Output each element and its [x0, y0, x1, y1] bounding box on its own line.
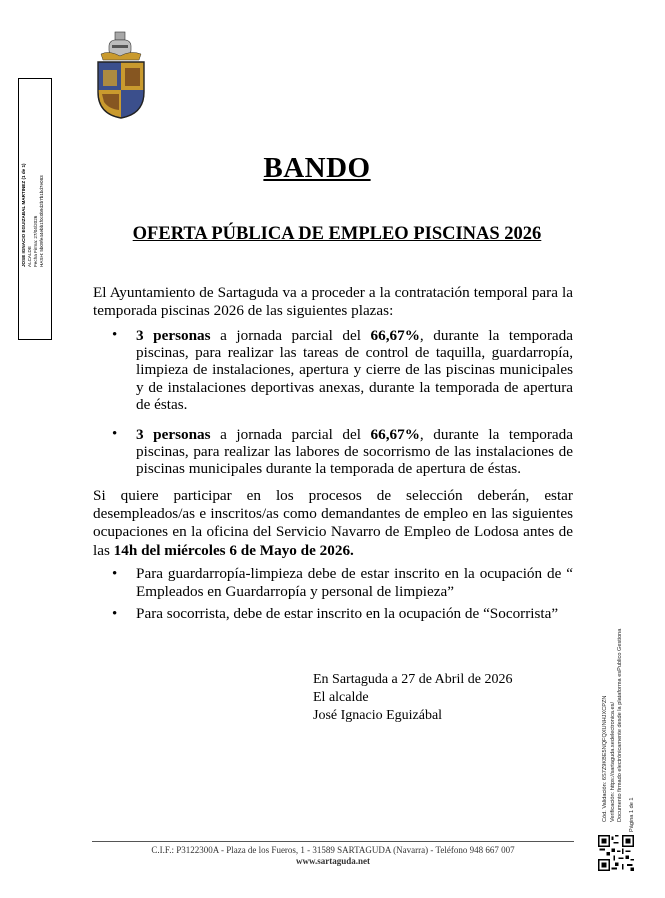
validation-url[interactable]: Verificación: https://sartaguda.sedelectronica.es/ [609, 701, 616, 822]
requirements-text: Si quiere participar en los procesos de selección deberán, estar desempleados/as e inscritos/as como demandantes de empleo en las siguientes ocupaciones en la oficina del Servicio Navarro de Empleo de Lodosa antes de las [93, 487, 573, 559]
requirements-paragraph [93, 487, 573, 560]
signer-name: JOSE IGNACIO EGUIZABAL MARTINEZ (1 de 1) [21, 163, 26, 267]
page-title: BANDO [263, 152, 371, 184]
occupation-text: Para guardarropía-limpieza debe de estar inscrito en la ocupación de “ Empleados en Guardarropía y personal de limpieza” [136, 565, 573, 600]
list-item [93, 426, 573, 478]
page-number: Página 1 de 1 [629, 797, 635, 832]
signer-title: El alcalde [313, 690, 369, 705]
position-description: , durante la temporada piscinas, para realizar las tareas de control de taquilla, guardarropía, limpieza de instalaciones, apertura y cierre de las piscinas municipales y de instalaciones deportivas anexas, durante la temporada de apertura de éstas. [136, 327, 573, 413]
shield-icon [98, 62, 144, 118]
closing-signature [313, 671, 512, 725]
signature-hash: HASH: 5b09fe44ebb1f0c0b9d2b7b1bd7e083 [39, 175, 44, 267]
positions-list-2 [93, 426, 573, 478]
validation-platform: Documento firmado electrónicamente desde la plataforma esPublico Gestiona [617, 628, 623, 822]
position-mid: a jornada parcial del [210, 426, 371, 443]
signature-date: Fecha Firma: 27/04/2026 [33, 215, 38, 267]
position-count: 3 personas [136, 327, 211, 344]
occupations-list [93, 565, 573, 627]
validation-code: Cód. Validación: 6S7Z9KBE5NQFQXUNHJXCPZN [602, 695, 608, 822]
position-count: 3 personas [136, 426, 211, 443]
bullet-icon: • [112, 327, 118, 343]
positions-list-1 [93, 327, 573, 413]
bullet-icon: • [112, 606, 118, 622]
page-subtitle: OFERTA PÚBLICA DE EMPLEO PISCINAS 2026 [132, 224, 542, 244]
bullet-icon: • [112, 566, 118, 582]
list-item [93, 605, 573, 623]
position-description: , durante la temporada piscinas, para realizar las labores de socorrismo de las instalaciones de piscinas municipales durante la temporada de apertura de éstas. [136, 426, 573, 478]
list-item [93, 565, 573, 601]
coat-of-arms-image [95, 30, 147, 120]
signature-box [18, 78, 52, 340]
signer-role: ALCALDE [27, 246, 32, 267]
qr-code-icon[interactable] [598, 835, 634, 871]
helmet-icon [101, 32, 141, 60]
footer-website[interactable]: www.sartaguda.net [295, 856, 370, 866]
deadline-text: 14h del miércoles 6 de Mayo de 2026. [113, 541, 354, 559]
footer-address: C.I.F.: P3122300A - Plaza de los Fueros, 1 - 31589 SARTAGUDA (Navarra) - Teléfono 948 667 007 [151, 845, 515, 855]
signer-full-name: José Ignacio Eguizábal [313, 708, 443, 723]
intro-paragraph: El Ayuntamiento de Sartaguda va a proceder a la contratación temporal para la temporada piscinas 2026 de las siguientes plazas: [93, 284, 573, 320]
footer-divider [92, 841, 574, 842]
position-mid: a jornada parcial del [210, 327, 371, 344]
bullet-icon: • [112, 426, 118, 442]
signature-text [21, 77, 53, 337]
position-percentage: 66,67% [370, 426, 420, 443]
footer [92, 845, 574, 867]
list-item [93, 327, 573, 413]
occupation-text: Para socorrista, debe de estar inscrito en la ocupación de “Socorrista” [136, 605, 559, 622]
position-percentage: 66,67% [370, 327, 420, 344]
place-date: En Sartaguda a 27 de Abril de 2026 [313, 672, 513, 687]
